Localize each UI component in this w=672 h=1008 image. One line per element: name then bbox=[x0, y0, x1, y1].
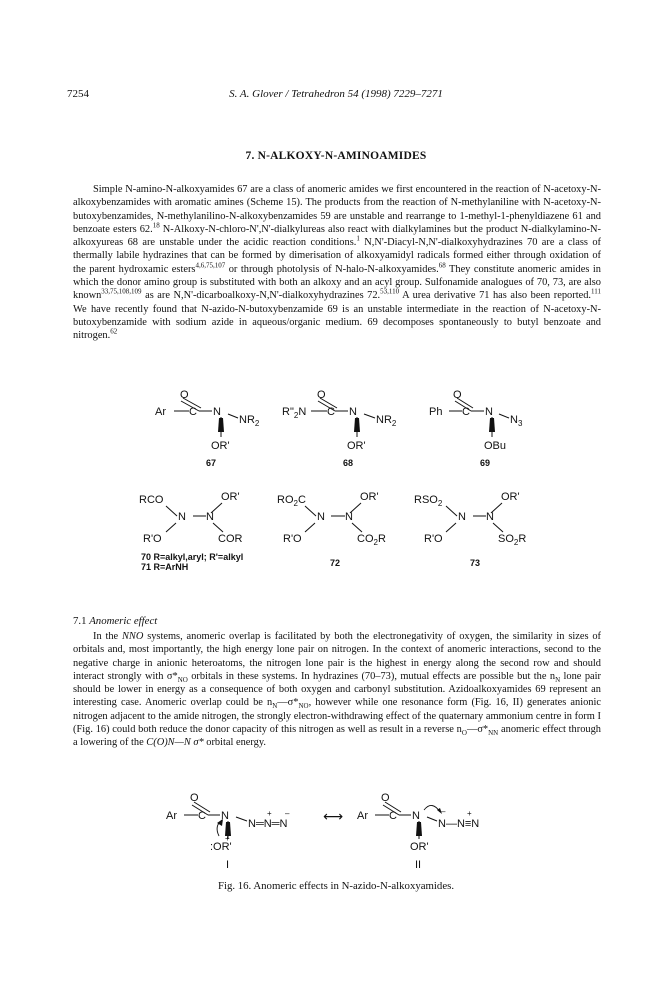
s73-or-top: OR' bbox=[501, 491, 520, 503]
label-72: 72 bbox=[330, 558, 341, 568]
s70-n1: N bbox=[178, 511, 186, 523]
s67-o: O bbox=[180, 389, 189, 401]
s70-n2: N bbox=[206, 511, 214, 523]
para2-f: , however while one resonance form (Fig. 16, II) generates anionic nitrogen adjacent to the amide nitrogen, the strongly electron-withdrawing effect of the quaternary ammonium centre in form I (Fig. 16) could both reduce the donor capacity of this nitrogen as well as result in a reverse n bbox=[73, 697, 601, 736]
para1-s4: or through photolysis of N-halo-N-alkoxyamides. bbox=[225, 263, 439, 275]
s67-n: N bbox=[213, 406, 221, 418]
para2-e: —σ* bbox=[277, 697, 299, 709]
s72-r: R bbox=[377, 533, 386, 545]
s72-co: CO bbox=[357, 533, 374, 545]
s68-nr bbox=[376, 414, 397, 428]
s68-n2: N bbox=[298, 406, 307, 418]
resonance-arrow: ⟷ bbox=[323, 808, 344, 824]
s68-r: R" bbox=[282, 406, 294, 418]
para1-s2: N-Alkoxy-N-chloro-N',N'-dialkylureas also react with dialkylamines but the product N-dialkylamino-N-alkoxyureas 68 are unstable under the acidic reaction conditions. bbox=[73, 223, 601, 249]
s72-n2: N bbox=[345, 511, 353, 523]
s70-or-top: OR' bbox=[221, 491, 240, 503]
paragraph-anomeric-effect bbox=[73, 630, 601, 750]
s72-sub-b: 2 bbox=[373, 538, 378, 547]
s72-n1: N bbox=[317, 511, 325, 523]
para2-a: In the bbox=[93, 631, 122, 642]
label-73: 73 bbox=[470, 558, 481, 568]
s70-ro: R'O bbox=[143, 533, 162, 545]
para1-s3: N,N'-Diacyl-N,N'-dialkoxyhydrazines 70 are a class of thermally labile hydrazines that can be formed by dimerisation of alkoxyamidyl radicals formed either through oxidation of the parent hydroxamic esters bbox=[73, 237, 602, 275]
s69-obu: OBu bbox=[484, 440, 507, 452]
ref-53: 53,110 bbox=[380, 287, 400, 296]
s69-n: N bbox=[485, 406, 493, 418]
para1-s6: as are N,N'-dicarboalkoxy-N,N'-dialkoxyhydrazines 72. bbox=[141, 290, 381, 302]
fig16-chain1: N═N═N bbox=[248, 818, 288, 830]
s67-or: OR' bbox=[211, 440, 230, 452]
para2-o-sub: O bbox=[461, 729, 467, 738]
s68-o: O bbox=[317, 389, 326, 401]
para2-n-sub: N bbox=[555, 675, 561, 684]
s73-sub-b: 2 bbox=[513, 538, 519, 547]
wedge-bond-67 bbox=[218, 418, 224, 432]
label-69: 69 bbox=[480, 458, 491, 468]
fig16-or2: OR' bbox=[410, 841, 429, 853]
fig16-c1: C bbox=[198, 810, 206, 822]
s73-so2r bbox=[498, 533, 526, 547]
s73-rso: RSO bbox=[414, 494, 438, 506]
s72-sub-a: 2 bbox=[293, 499, 298, 508]
s72-c: C bbox=[297, 494, 306, 506]
s69-o: O bbox=[453, 389, 462, 401]
ref-1: 1 bbox=[356, 234, 360, 243]
para1-s5: They constitute anomeric amides in which the donor amino group is substituted with both an alkoxy and an acyl group. Sulfonamide analogues of 70, 73, are also known bbox=[73, 263, 601, 302]
para2-no-sub: NO bbox=[177, 675, 188, 684]
s67-nr-text: NR bbox=[239, 414, 255, 426]
fig16-ar2: Ar bbox=[357, 810, 368, 822]
fig16-or1: :OR' bbox=[210, 841, 232, 853]
s68-nr-text: NR bbox=[376, 414, 392, 426]
fig16-roman1: I bbox=[226, 859, 230, 871]
para1-s1: Simple N-amino-N-alkoxyamides 67 are a class of anomeric amides we first encountered in the reaction of N-acetoxy-N-alkoxybenzamides with aromatic amines (Scheme 15). The products from the reaction of N-methylaniline with N-acetoxy-N-butoxybenzamides, N-methylanilino-N-alkoxybenzamides 59 are unstable and rearrange to 1-methyl-1-phenyldiazene 61 and benzoate esters 62. bbox=[73, 184, 601, 235]
label-67: 67 bbox=[206, 458, 217, 468]
s72-ro-bottom: R'O bbox=[283, 533, 302, 545]
label-68: 68 bbox=[343, 458, 354, 468]
s73-so: SO bbox=[498, 533, 514, 545]
para2-c: orbitals in these systems. In hydrazines (70–73), mutual effects are possible but the n bbox=[187, 670, 556, 682]
para2-b: systems, anomeric overlap is facilitated by both the electronegativity of oxygen, the similarity in sizes of orbitals and, most importantly, the high energy lone pair on nitrogen. In the context of anomeric interactions, second to the negative charge in anionic heteroatoms, the nitrogen lone pair is the highest in energy along the second row and should interact strongly with σ* bbox=[73, 631, 601, 682]
s69-n3-text: N bbox=[510, 414, 518, 426]
s67-ar: Ar bbox=[155, 406, 166, 418]
fig16-ar1: Ar bbox=[166, 810, 177, 822]
ref-68: 68 bbox=[438, 261, 446, 270]
s72-ro2c bbox=[277, 494, 306, 508]
fig16-n1: N bbox=[221, 810, 229, 822]
s69-n3 bbox=[510, 414, 523, 428]
s67-c: C bbox=[189, 406, 197, 418]
ref-33: 33,75,108,109 bbox=[101, 287, 142, 296]
fig16-plus2: + bbox=[467, 809, 472, 818]
subsection-title: Anomeric effect bbox=[89, 615, 158, 627]
s68-nr-sub: 2 bbox=[391, 419, 397, 428]
para2-h: anomeric effect through a lowering of the bbox=[73, 724, 601, 749]
ref-111: 111 bbox=[591, 287, 601, 296]
s72-co2r bbox=[357, 533, 386, 547]
s68-n: N bbox=[349, 406, 357, 418]
para2-j: orbital energy. bbox=[203, 737, 266, 749]
s68-r2n bbox=[282, 406, 306, 420]
para2-g: —σ* bbox=[466, 724, 489, 736]
s73-n2: N bbox=[486, 511, 494, 523]
fig16-minus1: – bbox=[285, 809, 290, 818]
s72-or-top: OR' bbox=[360, 491, 379, 503]
s72-ro: RO bbox=[277, 494, 294, 506]
fig16-plus1: + bbox=[267, 809, 272, 818]
para2-i: C(O)N—N σ* bbox=[146, 737, 204, 749]
s73-sub-a: 2 bbox=[437, 499, 443, 508]
s67-nr bbox=[239, 414, 260, 428]
wedge-bond-69 bbox=[489, 418, 495, 432]
s73-n1: N bbox=[458, 511, 466, 523]
s69-ph: Ph bbox=[429, 406, 443, 418]
s70-rco: RCO bbox=[139, 494, 164, 506]
fig16-n2: N bbox=[412, 810, 420, 822]
s68-or: OR' bbox=[347, 440, 366, 452]
fig16-chain2: N—N≡N bbox=[438, 818, 480, 830]
ref-4: 4,6,75,107 bbox=[195, 261, 226, 270]
page-number: 7254 bbox=[67, 88, 89, 100]
s73-r: R bbox=[518, 533, 527, 545]
section-title: 7. N-ALKOXY-N-AMINOAMIDES bbox=[245, 150, 427, 162]
s69-n3-sub: 3 bbox=[517, 419, 523, 428]
para2-nn-sub: NN bbox=[488, 729, 499, 738]
fig16-o1: O bbox=[190, 792, 199, 804]
running-header: S. A. Glover / Tetrahedron 54 (1998) 7229–7271 bbox=[229, 88, 443, 100]
wedge-bond-68 bbox=[354, 418, 360, 432]
subsection-heading bbox=[73, 615, 157, 627]
para1-s8: We have recently found that N-azido-N-butoxybenzamide 69 is an unstable intermediate in the reaction of N-acetoxy-N-butoxybenzamide with sodium azide in aqueous/organic medium. 69 decomposes spontaneously to butyl benzoate and nitrogen. bbox=[73, 303, 601, 342]
legend-70: 70 R=alkyl,aryl; R'=alkyl bbox=[141, 552, 244, 562]
s73-rso2 bbox=[414, 494, 443, 508]
ref-18: 18 bbox=[152, 221, 160, 230]
legend-71: 71 R=ArNH bbox=[141, 562, 189, 572]
s73-ro-bottom: R'O bbox=[424, 533, 443, 545]
subsection-number: 7.1 bbox=[73, 615, 87, 627]
para2-no-sub2: NO bbox=[298, 702, 309, 711]
s68-sub-a: 2 bbox=[293, 411, 299, 420]
fig16-o2: O bbox=[381, 792, 390, 804]
para2-n-sub2: N bbox=[272, 702, 278, 711]
ref-62: 62 bbox=[110, 327, 118, 336]
figure-caption: Fig. 16. Anomeric effects in N-azido-N-alkoxyamides. bbox=[217, 880, 455, 892]
fig16-plus-or: + bbox=[225, 834, 230, 843]
wedge-bond-fig16-II bbox=[416, 822, 422, 836]
s67-nr-sub: 2 bbox=[254, 419, 260, 428]
para1-s7: A urea derivative 71 has also been reported. bbox=[399, 290, 592, 302]
fig16-minus2: – bbox=[441, 807, 446, 816]
para2-d: lone pair should be lower in energy as a consequence of both oxygen and carbonyl substitution. Azidoalkoxyamides 69 represent an interesting case. Anomeric overlap could be n bbox=[73, 670, 601, 709]
s69-c: C bbox=[462, 406, 470, 418]
fig16-c2: C bbox=[389, 810, 397, 822]
para2-nno: NNO bbox=[122, 631, 144, 642]
fig16-roman2: II bbox=[415, 859, 422, 871]
s68-c: C bbox=[327, 406, 335, 418]
s70-cor: COR bbox=[218, 533, 243, 545]
